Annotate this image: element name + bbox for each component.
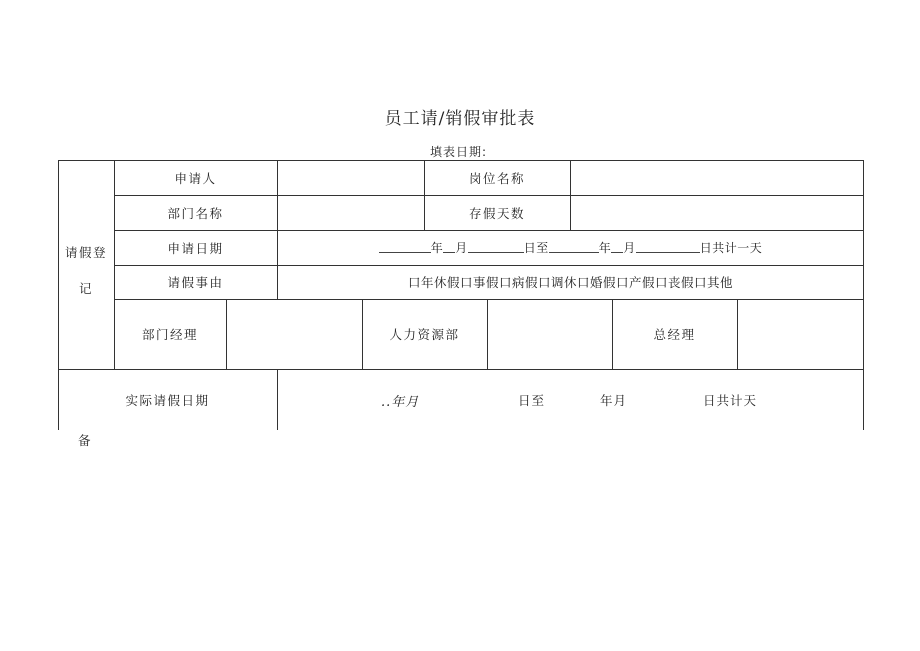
apply-date-label: 申请日期 <box>167 240 224 256</box>
dept-manager-signature-field[interactable] <box>227 300 362 369</box>
applicant-field[interactable] <box>278 161 424 195</box>
apply-date-field[interactable] <box>278 230 863 265</box>
remaining-leave-field[interactable] <box>571 196 863 230</box>
actual-year-month-2: 年月 <box>600 393 628 408</box>
dept-manager-label: 部门经理 <box>141 327 198 342</box>
position-field[interactable] <box>571 161 863 195</box>
hr-signature-field[interactable] <box>488 300 612 369</box>
apply-month: 月 <box>455 241 468 255</box>
remaining-leave-label: 存假天数 <box>468 205 525 221</box>
reason-options[interactable]: 口年休假口事假口病假口调休口婚假口产假口丧假口其他 <box>407 275 733 290</box>
position-label: 岗位名称 <box>468 170 525 186</box>
apply-month-2: 月 <box>623 241 636 255</box>
apply-total: 日共计一天 <box>699 241 763 255</box>
fill-date-label: 填表日期: <box>430 145 488 159</box>
actual-leave-field[interactable] <box>278 369 863 430</box>
department-label: 部门名称 <box>167 205 224 221</box>
actual-leave-label: 实际请假日期 <box>125 392 210 408</box>
section-label-line2: 记 <box>78 281 93 296</box>
gm-signature-field[interactable] <box>738 300 863 369</box>
hr-label: 人力资源部 <box>389 327 460 342</box>
apply-day-to: 日至 <box>523 241 549 255</box>
applicant-label: 申请人 <box>174 170 217 186</box>
remark-label: 备 <box>78 433 91 448</box>
reason-label: 请假事由 <box>167 275 224 290</box>
actual-total: 日共计天 <box>703 393 758 408</box>
actual-year-month: ..年月 <box>381 395 420 410</box>
actual-day-to: 日至 <box>518 393 546 408</box>
gm-label: 总经理 <box>653 327 696 342</box>
page-title: 员工请/销假审批表 <box>384 109 536 129</box>
apply-year-2: 年 <box>598 241 612 255</box>
department-field[interactable] <box>278 196 424 230</box>
apply-year: 年 <box>430 241 444 255</box>
section-label-line1: 请假登 <box>64 245 107 260</box>
